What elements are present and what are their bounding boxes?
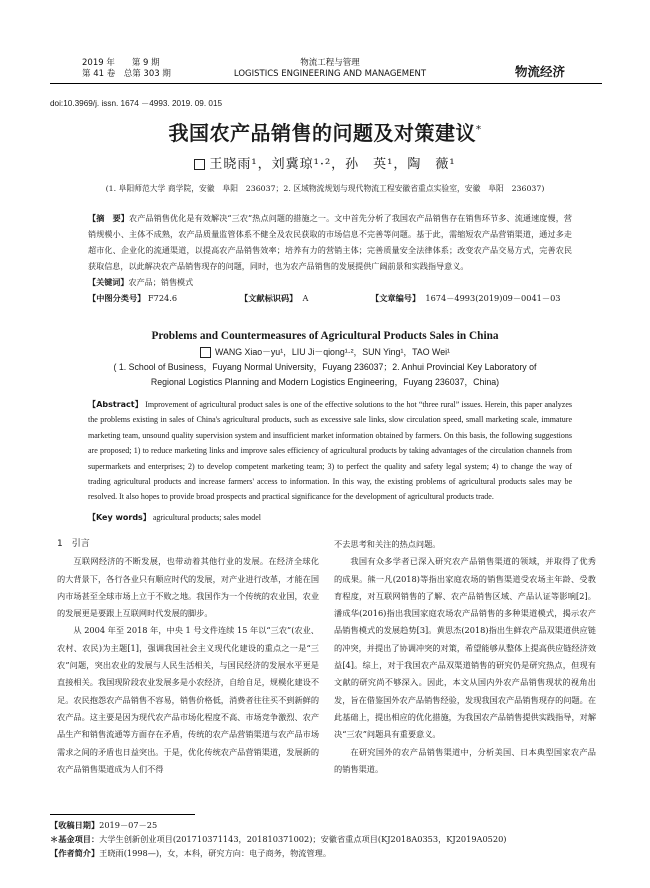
body-paragraph: 互联网经济的不断发展，也带动着其他行业的发展。在经济全球化的大背景下，各行各业只有顺应时代的发展，对产业进行改革，才能在国内市场甚至全球市场上立于不败之地。我国作为一个传统的农业国，农业的发展更是要跟上互联网时代发展的脚步。 [57, 556, 320, 619]
author-list: 王晓雨¹，刘冀琼¹·²，孙 英¹，陶 薇¹ [209, 157, 456, 172]
received-label: 【收稿日期】 [50, 820, 100, 830]
keywords-text: 农产品；销售模式 [128, 277, 194, 287]
right-column [334, 536, 596, 778]
author-bio [50, 846, 602, 860]
footnotes [50, 818, 602, 860]
doi: doi:10.3969/j. issn. 1674 －4993. 2019. 09. 015 [50, 99, 223, 108]
journal-name-en: LOGISTICS ENGINEERING AND MANAGEMENT [233, 69, 427, 79]
english-author-list: WANG Xiao－yu¹，LIU Ji－qiong¹·²，SUN Ying¹，TAO Wei¹ [215, 347, 450, 357]
issue-info [82, 58, 171, 80]
english-affiliation [80, 360, 570, 389]
body-continuation: 不去思考和关注的热点问题。 [334, 539, 441, 549]
keywords-cn [88, 274, 572, 290]
keywords-en-label: 【Key words】 [88, 513, 151, 522]
keywords-label: 【关键词】 [88, 277, 129, 287]
english-affiliation-line-2: Regional Logistics Planning and Modern Logistics Engineering，Fuyang 236037，China) [150, 376, 500, 387]
abstract-label: 【摘 要】 [88, 213, 130, 223]
footnote-rule [50, 814, 195, 815]
en-author-box [200, 347, 211, 358]
header-rule [50, 83, 602, 84]
keywords-en-text: agricultural products; sales model [152, 513, 262, 522]
article-no-label: 【文章编号】 [371, 293, 421, 303]
abstract-text: 农产品销售优化是有效解决“三农”热点问题的措施之一。文中首先分析了我国农产品销售存在销售环节多、流通速度慢，营销规模小、主体不成熟，农产品质量监管体系不健全及农民获取的市场信息不完善等问题。基于此，需缩短农产品营销渠道，通过多走超市化、企业化的流通渠道，以提高农产品销售效率；培养有力的营销主体；完善质量安全法律体系；改变农产品交易方式，完善农民获取信息，以此解决农产品销售现存的问题，同时，也为农产品销售的发展提供广阔前景和实践指导意义。 [88, 213, 572, 271]
paper-title [0, 117, 650, 146]
title-text: 我国农产品销售的问题及对策建议 [168, 121, 476, 145]
clc-field [88, 290, 177, 306]
issue-line-2: 第 41 卷 总第 303 期 [82, 69, 171, 79]
author-bio-label: 【作者简介】 [50, 848, 100, 858]
abstract-en-label: 【Abstract】 [88, 400, 144, 409]
author-bio-value: 王晓雨(1998—)，女，本科，研究方向：电子商务，物流管理。 [99, 848, 332, 858]
journal-name [180, 58, 480, 80]
doc-code-value: A [302, 293, 309, 303]
clc-value: F724.6 [147, 293, 178, 303]
keywords-en [88, 512, 572, 523]
english-authors [0, 345, 650, 358]
fund-label: ＊基金项目： [50, 834, 100, 844]
english-affiliation-line-1: ( 1. School of Business，Fuyang Normal University，Fuyang 236037；2. Anhui Provincial Key Laboratory of [113, 362, 537, 372]
section-label: 物流经济 [515, 64, 566, 79]
abstract-cn [88, 210, 572, 306]
fund-info [50, 832, 602, 846]
corresponding-author-box [194, 159, 205, 170]
journal-name-cn: 物流工程与管理 [300, 58, 360, 68]
body-paragraph: 在研究国外的农产品销售渠道中，分析美国、日本典型国家农产品的销售渠道。 [334, 746, 596, 774]
abstract-en [88, 397, 572, 505]
received-date [50, 818, 602, 832]
left-column [57, 536, 319, 778]
article-no-field [371, 290, 561, 306]
article-no-value: 1674－4993(2019)09－0041－03 [425, 293, 561, 303]
affiliation: (1. 阜阳师范大学 商学院，安徽 阜阳 236037；2. 区域物流规划与现代物流工程安徽省重点实验室，安徽 阜阳 236037) [105, 184, 545, 193]
title-footnote-mark: * [476, 124, 482, 136]
section-heading-1: 1 引言 [57, 539, 90, 549]
body-paragraph: 从 2004 年至 2018 年，中央 1 号文件连续 15 年以“三农”(农业、农村、农民)为主题[1]，强调我国社会主义现代化建设的重点之一是“三农”问题，突出农业的发展与人民生活相关，与国民经济的发展水平更是直接相关。我国现阶段农业发展多是小农经济，自给自足，规模化建设不足。农民抱怨农产品销售不容易，销售价格低，消费者往往买不到新鲜的农产品。这主要是因为现代农产品市场化程度不高、市场竞争激烈、农产品生产和销售流通等方面存在矛盾，传统的农产品营销渠道与农产品市场需求之间的矛盾也日益突出。于是，优化传统农产品营销渠道，发展新的农产品销售渠道成为人们不得 [57, 625, 320, 774]
meta-line [88, 290, 572, 306]
doc-code-field [240, 290, 308, 306]
english-title: Problems and Countermeasures of Agricultural Products Sales in China [151, 330, 499, 342]
abstract-en-text: Improvement of agricultural product sales is one of the effective solutions to the hot “three rural” issues. Herein, this paper analyzes the problems existing in sales of China's agricultural products, such as excessive sale links, slow circulation speed, small marketing scale, immature marketing team, unsound quality supervision system and insufficient market information obtained by farmers. On this basis, the following suggestions are proposed; 1) to reduce marketing links and improve sales efficiency of agricultural products by taking advantages of the circulation channels from supermarkets and enterprises; 2) to develop competent marketing team; 3) to perfect the quality and safety legal system; 4) to change the way of trading agricultural products and increase farmers' access to information. In this way, the existing problems of agricultural products sales may be resolved. It also hopes to provide broad prospects and practical significance for the development of agricultural products trade. [88, 400, 573, 502]
clc-label: 【中图分类号】 [88, 293, 146, 303]
fund-value: 大学生创新创业项目(201710371143，201810371002)；安徽省重点项目(KJ2018A0353，KJ2019A0520) [99, 834, 507, 844]
doc-code-label: 【文献标识码】 [240, 293, 298, 303]
received-value: 2019－07－25 [99, 820, 158, 830]
body-paragraph: 我国有众多学者已深入研究农产品销售渠道的领域，并取得了优秀的成果。熊一凡(2018)等指出家庭农场的销售渠道受农场主年龄、受教育程度，对互联网销售的了解、农产品销售区域、产品认证等影响[2]。潘成华(2016)指出我国家庭农场农产品销售的多种渠道模式，揭示农产品销售模式的发展趋势[3]。黄思杰(2018)指出生鲜农产品双渠道供应链的冲突，并提出了协调冲突的对策，希望能够从整体上提高供应链经济效益[4]。综上，对于我国农产品双渠道销售的研究仍是研究热点，但现有文献的研究尚不够深入。因此，本文从国内外农产品销售现状的视角出发，旨在借鉴国外农产品销售经验，发现我国农产品销售现存的问题。在此基础上，提出相应的优化措施，为我国农产品销售提供实践指导，对解决“三农”问题具有重要意义。 [334, 556, 597, 740]
issue-line-1: 2019 年 第 9 期 [82, 58, 160, 68]
authors [0, 153, 650, 172]
